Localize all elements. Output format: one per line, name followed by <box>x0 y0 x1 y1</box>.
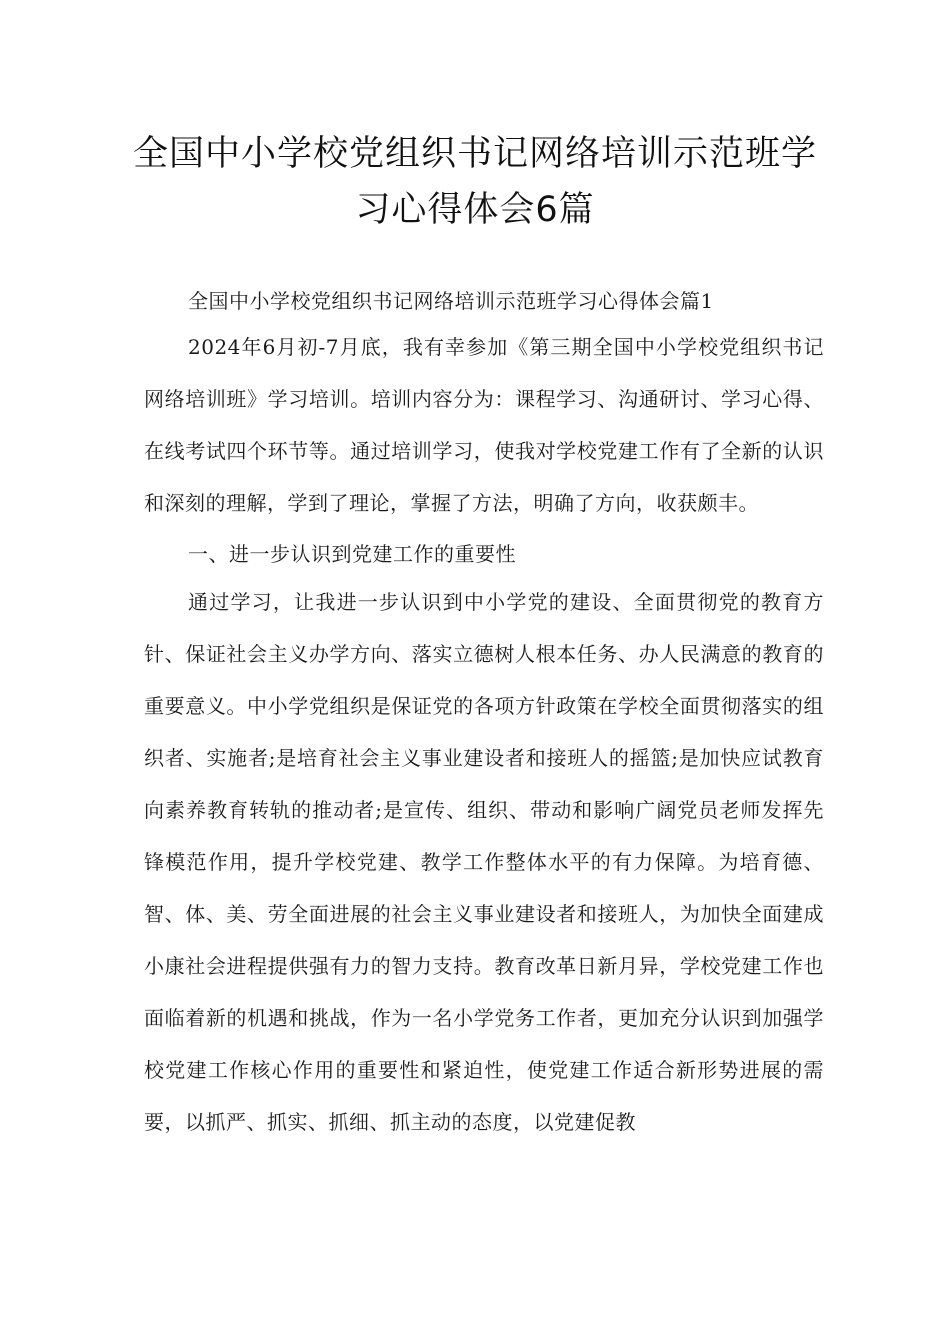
document-body <box>144 280 824 1152</box>
paragraph-2: 通过学习，让我进一步认识到中小学党的建设、全面贯彻党的教育方针、保证社会主义办学方向、落实立德树人根本任务、办人民满意的教育的重要意义。中小学党组织是保证党的各项方针政策在学校全面贯彻落实的组织者、实施者;是培育社会主义事业建设者和接班人的摇篮;是加快应试教育向素养教育转轨的推动者;是宣传、组织、带动和影响广阔党员老师发挥先锋模范作用，提升学校党建、教学工作整体水平的有力保障。为培育德、智、体、美、劳全面进展的社会主义事业建设者和接班人，为加快全面建成小康社会进程提供强有力的智力支持。教育改革日新月异，学校党建工作也面临着新的机遇和挑战，作为一名小学党务工作者，更加充分认识到加强学校党建工作核心作用的重要性和紧迫性，使党建工作适合新形势进展的需要，以抓严、抓实、抓细、抓主动的态度，以党建促教 <box>144 590 824 1134</box>
document-title: 全国中小学校党组织书记网络培训示范班学习心得体会6篇 <box>132 134 817 230</box>
heading-1: 一、进一步认识到党建工作的重要性 <box>188 542 516 566</box>
section-title: 全国中小学校党组织书记网络培训示范班学习心得体会篇1 <box>188 289 714 313</box>
paragraph-1: 2024年6月初-7月底，我有幸参加《第三期全国中小学校党组织书记网络培训班》学习培训。培训内容分为：课程学习、沟通研讨、学习心得、在线考试四个环节等。通过培训学习，使我对学校党建工作有了全新的认识和深刻的理解，学到了理论，掌握了方法，明确了方向，收获颇丰。 <box>144 335 824 515</box>
